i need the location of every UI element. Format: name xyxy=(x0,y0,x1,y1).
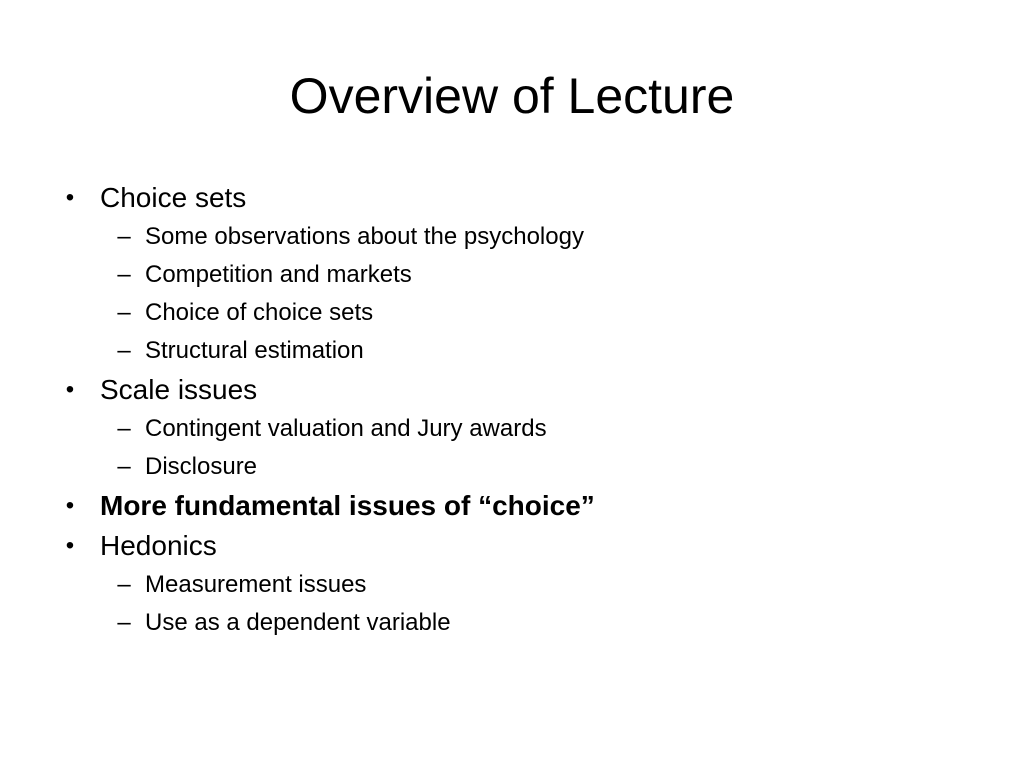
sub-item-text: Measurement issues xyxy=(145,571,367,598)
list-item-fundamental-issues xyxy=(60,486,960,526)
list-item-hedonics xyxy=(60,526,960,642)
sub-item-text: Contingent valuation and Jury awards xyxy=(145,415,547,442)
bullet-icon: • xyxy=(65,376,75,403)
bullet-list xyxy=(60,178,960,642)
dash-icon: – xyxy=(117,223,131,250)
bullet-text: Choice sets xyxy=(100,182,247,213)
bullet-row xyxy=(60,178,960,218)
bullet-icon: • xyxy=(65,532,75,559)
sub-list xyxy=(60,410,960,486)
dash-icon: – xyxy=(117,571,131,598)
sub-item xyxy=(60,294,960,332)
bullet-text: More fundamental issues of “choice” xyxy=(100,490,595,521)
sub-list xyxy=(60,218,960,370)
bullet-row xyxy=(60,526,960,566)
dash-icon: – xyxy=(117,337,131,364)
bullet-icon: • xyxy=(65,184,75,211)
bullet-text: Hedonics xyxy=(100,530,217,561)
sub-item-text: Some observations about the psychology xyxy=(145,223,584,250)
sub-list xyxy=(60,566,960,642)
slide-content xyxy=(60,178,960,642)
sub-item xyxy=(60,410,960,448)
sub-item-text: Choice of choice sets xyxy=(145,299,374,326)
sub-item xyxy=(60,218,960,256)
sub-item xyxy=(60,566,960,604)
sub-item-text: Disclosure xyxy=(145,453,258,480)
sub-item xyxy=(60,448,960,486)
list-item-choice-sets xyxy=(60,178,960,370)
sub-item-text: Competition and markets xyxy=(145,261,412,288)
slide-title: Overview of Lecture xyxy=(289,68,735,124)
sub-item xyxy=(60,604,960,642)
sub-item xyxy=(60,332,960,370)
bullet-row xyxy=(60,370,960,410)
sub-item-text: Use as a dependent variable xyxy=(145,609,451,636)
dash-icon: – xyxy=(117,415,131,442)
bullet-icon: • xyxy=(65,492,75,519)
list-item-scale-issues xyxy=(60,370,960,486)
dash-icon: – xyxy=(117,261,131,288)
bullet-row xyxy=(60,486,960,526)
sub-item-text: Structural estimation xyxy=(145,337,364,364)
dash-icon: – xyxy=(117,453,131,480)
dash-icon: – xyxy=(117,609,131,636)
bullet-text: Scale issues xyxy=(100,374,258,405)
dash-icon: – xyxy=(117,299,131,326)
sub-item xyxy=(60,256,960,294)
